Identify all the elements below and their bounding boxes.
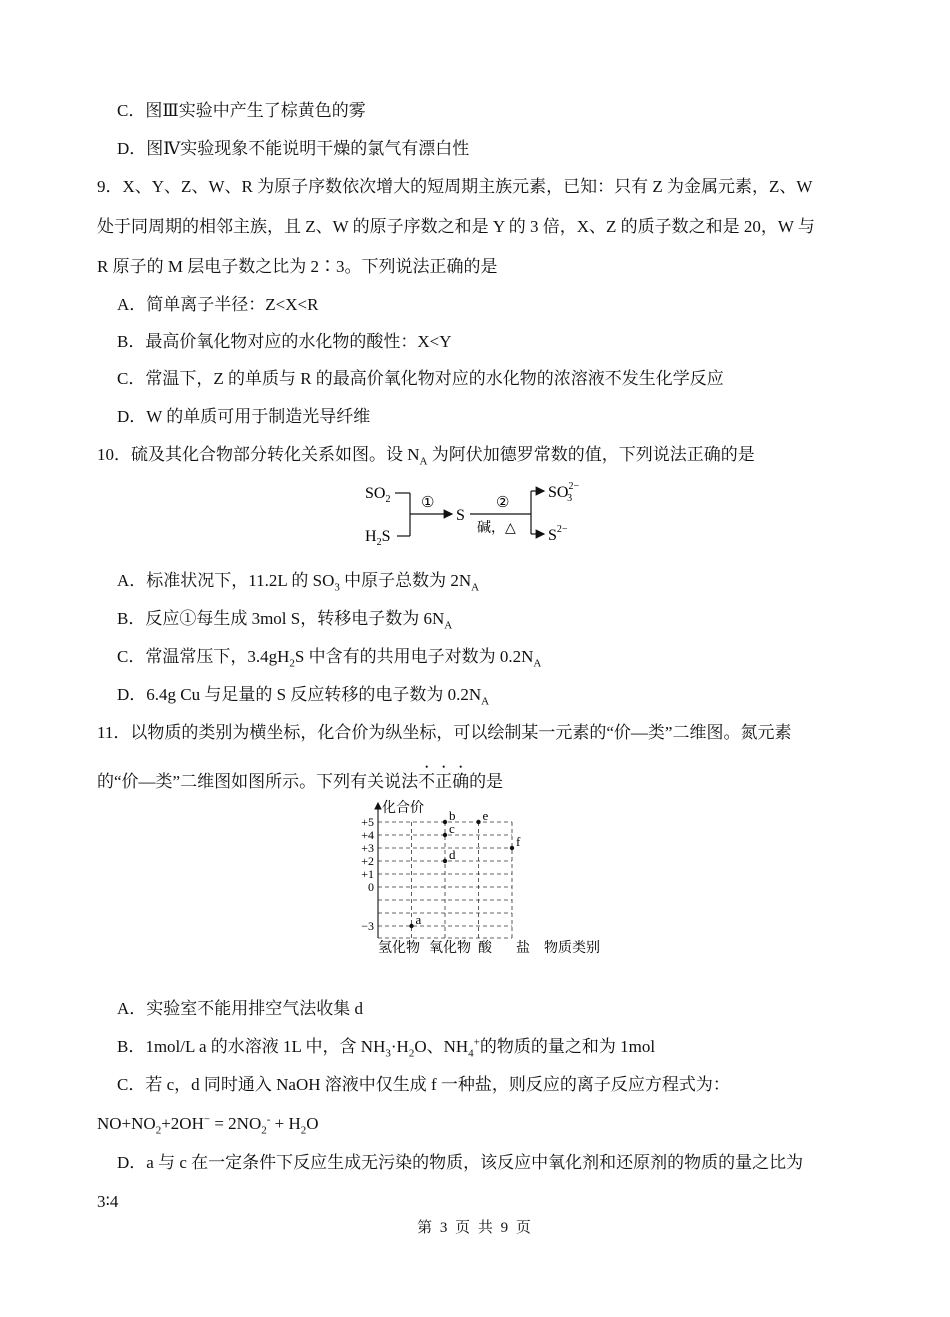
- point-label-e: e: [482, 808, 489, 823]
- point-label-a: a: [415, 912, 422, 927]
- step2-label: ②: [496, 495, 510, 511]
- x-tick-label: 氢化物: [378, 941, 420, 956]
- q11-option-c: C．若 c，d 同时通入 NaOH 溶液中仅生成 f 一种盐，则反应的离子反应方程式为：: [117, 1075, 730, 1094]
- x-tick-label: 盐: [516, 941, 530, 956]
- q11-valence-class-chart: [350, 798, 600, 960]
- q10-sulfur-diagram: [355, 476, 595, 552]
- point-label-b: b: [449, 808, 456, 823]
- y-tick-label: +4: [361, 828, 374, 842]
- y-axis-label: 化合价: [382, 801, 424, 816]
- condition-label: 碱，△: [477, 521, 516, 536]
- q9-option-c: C．常温下，Z 的单质与 R 的最高价氧化物对应的水化物的浓溶液不发生化学反应: [117, 369, 724, 388]
- y-tick-label: 0: [368, 880, 374, 894]
- x-tick-label: 酸: [478, 941, 492, 956]
- q11-stem-line2: 的“价—类”二维图如图所示。下列有关说法不正确的是: [97, 772, 504, 791]
- point-e: [476, 820, 480, 824]
- y-tick-label: +2: [361, 854, 374, 868]
- q9-option-d: D．W 的单质可用于制造光导纤维: [117, 407, 371, 426]
- q9-stem-line2: 处于同周期的相邻主族，且 Z、W 的原子序数之和是 Y 的 3 倍，X、Z 的质子数之和是 20，W 与: [97, 217, 815, 236]
- point-f: [510, 846, 514, 850]
- s2-label: $S^{2-}$: [548, 524, 568, 544]
- q11-option-a: A．实验室不能用排空气法收集 d: [117, 999, 364, 1018]
- y-tick-label: −3: [361, 919, 374, 933]
- q9-option-b: B．最高价氧化物对应的水化物的酸性：X<Y: [117, 332, 452, 351]
- y-tick-label: +5: [361, 815, 374, 829]
- q10-option-b: B．反应①每生成 3mol S，转移电子数为 $6N_A$: [117, 609, 453, 632]
- point-b: [443, 820, 447, 824]
- point-a: [409, 924, 413, 928]
- emphasized-text: 不正确: [418, 772, 470, 791]
- q11-equation: $NO+NO_2+2OH^- = 2NO_2^- + H_2O$: [97, 1113, 319, 1137]
- point-label-c: c: [449, 821, 455, 836]
- so2-label: $SO_2$: [365, 485, 391, 505]
- q10-option-a: A．标准状况下，11.2L 的 $SO_3$ 中原子总数为 $2N_A$: [117, 571, 480, 594]
- y-tick-label: +1: [361, 867, 374, 881]
- x-tick-label: 氧化物: [429, 941, 471, 956]
- point-label-f: f: [516, 834, 521, 849]
- q10-stem: 10．硫及其化合物部分转化关系如图。设 $N_A$ 为阿伏加德罗常数的值，下列说法正确的是: [97, 445, 755, 468]
- q10-option-c: C．常温常压下，$3.4gH_2S$ 中含有的共用电子对数为 $0.2N_A$: [117, 647, 542, 670]
- q11-option-d-line1: D．a 与 c 在一定条件下反应生成无污染的物质，该反应中氧化剂和还原剂的物质的量之比为: [117, 1153, 804, 1172]
- q9-option-a: A．简单离子半径：Z<X<R: [117, 295, 319, 314]
- x-axis-label: 物质类别: [544, 941, 600, 956]
- q11-stem-line1: 11．以物质的类别为横坐标，化合价为纵坐标，可以绘制某一元素的“价—类”二维图。氮元素: [97, 723, 792, 742]
- so3-label: $SO^{2-}$ 3: [548, 481, 580, 504]
- page-footer: 第 3 页 共 9 页: [417, 1220, 533, 1236]
- q11-option-d-line2: 3∶4: [97, 1192, 119, 1211]
- point-d: [443, 859, 447, 863]
- q10-option-d: D．6.4g Cu 与足量的 S 反应转移的电子数为 $0.2N_A$: [117, 685, 490, 708]
- q8-option-c: C．图Ⅲ实验中产生了棕黄色的雾: [117, 101, 366, 120]
- point-label-d: d: [449, 847, 456, 862]
- step1-label: ①: [421, 495, 435, 511]
- q9-stem-line3: R 原子的 M 层电子数之比为 2∶3。下列说法正确的是: [97, 257, 498, 276]
- point-c: [443, 833, 447, 837]
- y-tick-label: +3: [361, 841, 374, 855]
- q8-option-d: D．图Ⅳ实验现象不能说明干燥的氯气有漂白性: [117, 139, 470, 158]
- s-label: S: [456, 507, 465, 524]
- q11-option-b: B．1mol/L a 的水溶液 1L 中，含 $NH_3\cdot H_2O$、$NH_4^+$的物质的量之和为 1mol: [117, 1036, 656, 1060]
- q9-stem-line1: 9．X、Y、Z、W、R 为原子序数依次增大的短周期主族元素，已知：只有 Z 为金属元素，Z、W: [97, 177, 813, 196]
- h2s-label: $H_2S$: [365, 528, 391, 548]
